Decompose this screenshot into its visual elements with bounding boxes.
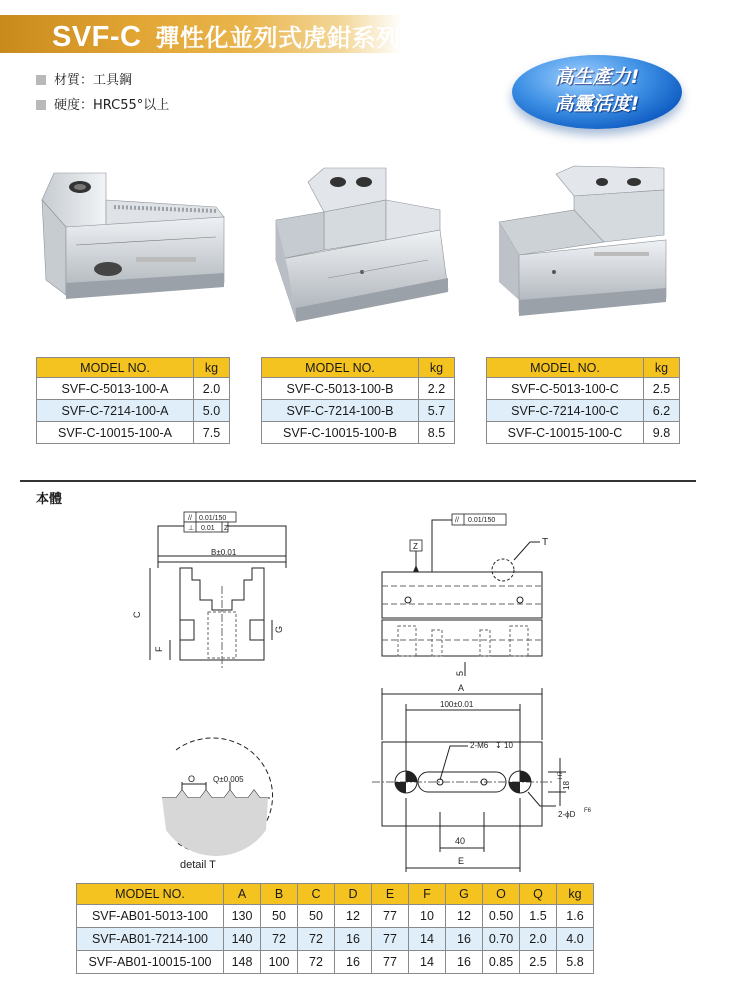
table-cell: 5.0 (194, 400, 230, 422)
table-cell: 50 (298, 905, 335, 928)
series-title: 彈性化並列式虎鉗系列 (155, 25, 401, 52)
side-view-lower (382, 620, 542, 656)
spec-hardness (36, 94, 169, 113)
col-a: A (224, 884, 261, 905)
spec-table-a (36, 357, 230, 444)
vise-type-a-image (36, 165, 236, 325)
table-cell: SVF-C-5013-100-A (37, 378, 194, 400)
dim-e-label: E (458, 856, 465, 866)
table-cell: 72 (298, 928, 335, 951)
table-cell: 2.0 (520, 928, 557, 951)
col-b: B (261, 884, 298, 905)
table-cell: SVF-AB01-10015-100 (77, 951, 224, 974)
badge-line1: 高生產力! (554, 66, 640, 88)
table-cell: 140 (224, 928, 261, 951)
dowel-label: 2-ϕD (558, 810, 576, 819)
datum-z-right: Z (413, 542, 418, 551)
detail-t-label: detail T (180, 859, 216, 871)
table-cell: 14 (409, 928, 446, 951)
technical-drawing (0, 500, 750, 880)
table-row (77, 951, 594, 974)
dim-q-label: Q±0.005 (213, 775, 244, 784)
svg-text://: // (188, 515, 192, 522)
table-cell: 77 (372, 951, 409, 974)
dim-40-label: 40 (455, 836, 466, 846)
table-header-kg: kg (644, 358, 680, 378)
table-cell: 148 (224, 951, 261, 974)
table-header-kg: kg (194, 358, 230, 378)
table-cell: 77 (372, 928, 409, 951)
svg-text:⊥: ⊥ (188, 525, 195, 532)
table-cell: SVF-C-10015-100-A (37, 422, 194, 444)
table-cell: SVF-C-10015-100-B (262, 422, 419, 444)
spec-table-b (261, 357, 455, 444)
col-o: O (483, 884, 520, 905)
table-cell: 16 (446, 928, 483, 951)
table-cell: 10 (409, 905, 446, 928)
svg-text://: // (455, 517, 459, 524)
thread-depth-label: 10 (504, 741, 513, 750)
tolerance-flatness-right: 0.01/150 (468, 517, 496, 524)
col-kg: kg (557, 884, 594, 905)
table-header-model: MODEL NO. (487, 358, 644, 378)
table-cell: 6.2 (644, 400, 680, 422)
table-cell: 130 (224, 905, 261, 928)
section-title: 本體 (36, 492, 63, 507)
svg-text:↧: ↧ (495, 741, 502, 750)
series-code: SVF-C (52, 21, 142, 53)
table-cell: SVF-C-10015-100-C (487, 422, 644, 444)
table-cell: 5.7 (419, 400, 455, 422)
table-cell: 9.8 (644, 422, 680, 444)
table-cell: 0.70 (483, 928, 520, 951)
dim-c-label: C (132, 611, 142, 618)
dim-18-label: 18 (562, 781, 571, 790)
table-cell: 4.0 (557, 928, 594, 951)
col-g: G (446, 884, 483, 905)
dim-o-label: O (188, 774, 196, 784)
table-cell: 14 (409, 951, 446, 974)
table-header-kg: kg (419, 358, 455, 378)
spec-material-text: 材質：工具鋼 (54, 73, 133, 88)
col-f: F (409, 884, 446, 905)
tolerance-perpendicular: 0.01 (201, 525, 215, 532)
datum-z-left: Z (224, 525, 229, 532)
col-e: E (372, 884, 409, 905)
table-cell: 2.5 (644, 378, 680, 400)
dim-b-label: B±0.01 (211, 548, 237, 557)
table-cell: 72 (261, 928, 298, 951)
thread-label: 2-M6 (470, 741, 489, 750)
dim-100-label: 100±0.01 (440, 700, 474, 709)
detail-t-callout: T (542, 537, 549, 548)
table-header-model: MODEL NO. (262, 358, 419, 378)
page-title (52, 18, 401, 54)
table-cell: 16 (446, 951, 483, 974)
spec-material (36, 69, 132, 88)
dim-5-label: 5 (455, 670, 465, 676)
dimension-table (76, 883, 594, 974)
table-cell: 16 (335, 951, 372, 974)
dim-a-label: A (458, 683, 465, 693)
table-row (77, 905, 594, 928)
table-cell: 2.5 (520, 951, 557, 974)
table-cell: SVF-C-5013-100-B (262, 378, 419, 400)
tolerance-flatness-left: 0.01/150 (199, 515, 227, 522)
table-cell: 0.50 (483, 905, 520, 928)
col-q: Q (520, 884, 557, 905)
table-cell: 5.8 (557, 951, 594, 974)
table-cell: SVF-C-7214-100-C (487, 400, 644, 422)
table-cell: 16 (335, 928, 372, 951)
spec-table-c (486, 357, 680, 444)
table-cell: 12 (446, 905, 483, 928)
dim-g-label: G (274, 625, 284, 633)
side-view-upper (382, 572, 542, 618)
badge-line2: 高靈活度! (554, 93, 640, 115)
table-cell: 12 (335, 905, 372, 928)
table-cell: SVF-C-7214-100-B (262, 400, 419, 422)
dim-f-label: F (154, 646, 164, 652)
table-row (77, 928, 594, 951)
col-model: MODEL NO. (77, 884, 224, 905)
vise-type-b-image (268, 160, 458, 330)
section-divider (20, 480, 696, 482)
table-cell: SVF-AB01-5013-100 (77, 905, 224, 928)
col-d: D (335, 884, 372, 905)
col-c: C (298, 884, 335, 905)
table-cell: 50 (261, 905, 298, 928)
table-cell: 8.5 (419, 422, 455, 444)
table-cell: 77 (372, 905, 409, 928)
table-cell: 72 (298, 951, 335, 974)
table-cell: SVF-C-5013-100-C (487, 378, 644, 400)
dowel-tolerance: F6 (584, 808, 592, 814)
table-cell: 2.2 (419, 378, 455, 400)
table-cell: 1.5 (520, 905, 557, 928)
table-cell: SVF-AB01-7214-100 (77, 928, 224, 951)
table-cell: SVF-C-7214-100-A (37, 400, 194, 422)
vise-type-c-image (494, 160, 674, 328)
table-cell: 100 (261, 951, 298, 974)
spec-hardness-text: 硬度：HRC55°以上 (54, 98, 170, 113)
table-cell: 0.85 (483, 951, 520, 974)
table-cell: 1.6 (557, 905, 594, 928)
table-cell: 7.5 (194, 422, 230, 444)
dim-18-tolerance: H7 (558, 771, 564, 779)
table-header-model: MODEL NO. (37, 358, 194, 378)
table-cell: 2.0 (194, 378, 230, 400)
